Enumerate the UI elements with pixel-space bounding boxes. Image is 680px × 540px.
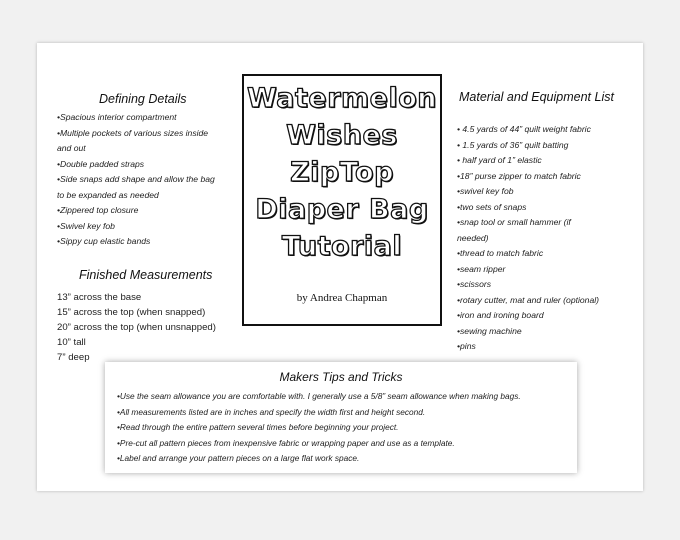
title-line: Tutorial (281, 231, 403, 262)
list-item: needed) (457, 232, 489, 243)
finished-measurements-heading: Finished Measurements (79, 268, 213, 282)
list-item: •Sippy cup elastic bands (57, 236, 151, 246)
tips-heading: Makers Tips and Tricks (279, 370, 403, 384)
defining-details-list (57, 110, 215, 250)
list-item: • half yard of 1” elastic (457, 155, 542, 165)
list-item: •swivel key fob (457, 186, 514, 196)
list-item: •Read through the entire pattern several times before beginning your project. (117, 422, 399, 432)
list-item: 13” across the base (57, 292, 142, 303)
finished-measurements-list (57, 290, 216, 365)
list-item: •Label and arrange your pattern pieces on a large flat work space. (117, 453, 360, 463)
list-item: 7” deep (57, 352, 90, 363)
list-item: • 4.5 yards of 44” quilt weight fabric (457, 124, 591, 134)
list-item: •Spacious interior compartment (57, 112, 177, 122)
list-item: •Use the seam allowance you are comfortable with. I generally use a 5/8” seam allowance when making bags. (117, 391, 521, 401)
list-item: •rotary cutter, mat and ruler (optional) (457, 294, 600, 305)
author-byline: by Andrea Chapman (296, 292, 388, 304)
list-item: • 1.5 yards of 36” quilt batting (457, 139, 569, 150)
tips-list (117, 389, 521, 467)
list-item: 10” tall (57, 337, 86, 348)
list-item: •scissors (457, 279, 492, 289)
list-item: •Zippered top closure (57, 205, 139, 215)
list-item: 20” across the top (when unsnapped) (57, 322, 216, 333)
title-line: Watermelon (246, 83, 438, 114)
title-line: ZipTop (290, 157, 394, 188)
list-item: •seam ripper (457, 263, 506, 274)
list-item: •thread to match fabric (457, 248, 544, 258)
title-box (242, 74, 442, 326)
list-item: •Side snaps add shape and allow the bag (57, 174, 215, 184)
list-item: 15” across the top (when snapped) (57, 307, 206, 318)
list-item: •18” purse zipper to match fabric (457, 170, 581, 181)
title-line: Diaper Bag (255, 194, 429, 225)
list-item: •Pre-cut all pattern pieces from inexpensive fabric or wrapping paper and use as a template. (117, 437, 455, 448)
list-item: •Double padded straps (57, 158, 145, 169)
list-item: •sewing machine (457, 325, 522, 336)
list-item: •All measurements listed are in inches and specify the width first and height second. (117, 406, 426, 417)
materials-heading: Material and Equipment List (459, 90, 614, 104)
pattern-title (244, 80, 440, 265)
title-line: Wishes (286, 120, 398, 151)
list-item: •two sets of snaps (457, 201, 527, 212)
materials-list (457, 122, 599, 355)
list-item: •Swivel key fob (57, 220, 115, 231)
list-item: •iron and ironing board (457, 310, 544, 320)
list-item: and out (57, 143, 86, 153)
defining-details-heading: Defining Details (99, 92, 187, 106)
list-item: •Multiple pockets of various sizes inside (57, 127, 209, 138)
list-item: •snap tool or small hammer (if (457, 217, 571, 227)
tips-box (105, 362, 577, 473)
list-item: to be expanded as needed (57, 189, 159, 200)
list-item: •pins (457, 341, 476, 351)
